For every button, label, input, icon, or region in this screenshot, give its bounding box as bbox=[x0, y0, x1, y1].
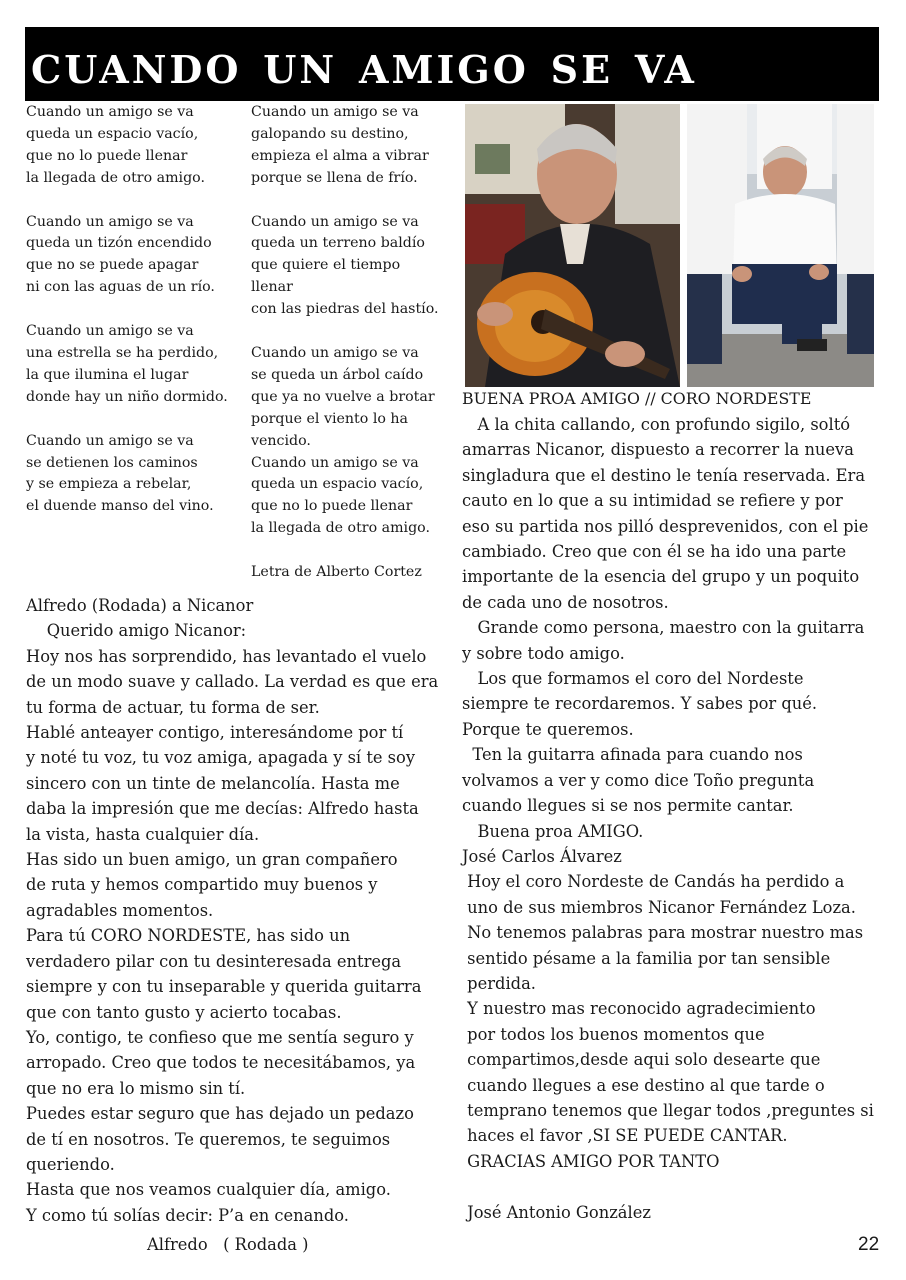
text-line: Grande como persona, maestro con la guitarra bbox=[462, 618, 865, 638]
text-line: eso su partida nos pilló desprevenidos, con el pie bbox=[462, 516, 869, 536]
text-line: agradables momentos. bbox=[26, 900, 214, 920]
text-line: daba la impresión que me decías: Alfredo hasta bbox=[26, 799, 419, 819]
text-line: Cuando un amigo se va bbox=[26, 104, 194, 120]
text-line: tu forma de actuar, tu forma de ser. bbox=[26, 697, 320, 717]
text-line: queda un tizón encendido bbox=[26, 235, 212, 252]
text-line: queda un espacio vacío, bbox=[26, 125, 199, 142]
text-line: arropado. Creo que todos te necesitábamos, ya bbox=[26, 1053, 416, 1073]
text-line: empieza el alma a vibrar bbox=[251, 147, 429, 164]
text-line: Alfredo (Rodada) a Nicanor bbox=[26, 596, 254, 615]
text-line: Cuando un amigo se va bbox=[26, 323, 194, 340]
text-line: llenar bbox=[251, 279, 293, 296]
text-line: perdida. bbox=[462, 973, 536, 993]
text-line: volvamos a ver y como dice Toño pregunta bbox=[462, 770, 815, 790]
text-line: temprano tenemos que llegar todos ,preguntes si bbox=[462, 1100, 874, 1120]
text-line: el duende manso del vino. bbox=[26, 498, 214, 515]
text-line bbox=[26, 299, 228, 321]
text-line: siempre te recordaremos. Y sabes por qué. bbox=[462, 694, 818, 714]
text-line bbox=[251, 190, 439, 212]
text-line: José Carlos Álvarez bbox=[462, 846, 622, 866]
text-line: queriendo. bbox=[26, 1154, 115, 1174]
poem-column-left bbox=[26, 102, 228, 518]
text-line: donde hay un niño dormido. bbox=[26, 388, 228, 405]
text-line: que no lo puede llenar bbox=[26, 147, 188, 164]
text-line bbox=[462, 1174, 874, 1199]
text-line: que no era lo mismo sin tí. bbox=[26, 1078, 246, 1098]
text-line: compartimos,desde aqui solo desearte que bbox=[462, 1050, 821, 1070]
text-line: Buena proa AMIGO. bbox=[462, 821, 644, 841]
text-line bbox=[26, 409, 228, 431]
text-line: GRACIAS AMIGO POR TANTO bbox=[462, 1151, 720, 1171]
text-line: Hoy nos has sorprendido, has levantado el vuelo bbox=[26, 646, 427, 666]
text-line bbox=[251, 321, 439, 343]
text-line: Cuando un amigo se va bbox=[26, 432, 194, 449]
text-line: sincero con un tinte de melancolía. Hasta me bbox=[26, 773, 400, 793]
text-line: una estrella se ha perdido, bbox=[26, 344, 219, 361]
text-line: la llegada de otro amigo. bbox=[26, 169, 205, 186]
photo-choir-group bbox=[687, 104, 874, 387]
text-line: por todos los buenos momentos que bbox=[462, 1024, 765, 1044]
text-line: de tí en nosotros. Te queremos, te seguimos bbox=[26, 1129, 391, 1149]
text-line: y noté tu voz, tu voz amiga, apagada y sí te soy bbox=[26, 748, 416, 768]
photo-guitarist bbox=[465, 104, 680, 387]
page-title: cuando un amigo se va bbox=[31, 32, 697, 96]
text-line: Has sido un buen amigo, un gran compañero bbox=[26, 850, 398, 870]
text-line: que quiere el tiempo bbox=[251, 257, 401, 274]
text-line: la llegada de otro amigo. bbox=[251, 520, 430, 537]
text-line: No tenemos palabras para mostrar nuestro mas bbox=[462, 923, 864, 943]
text-line: José Antonio González bbox=[462, 1202, 651, 1222]
choir-tribute-text bbox=[462, 412, 874, 1225]
text-line: Y como tú solías decir: P’a en cenando. bbox=[26, 1205, 349, 1225]
text-line: porque se llena de frío. bbox=[251, 169, 418, 186]
text-line: vencido. bbox=[251, 432, 311, 449]
text-line: queda un terreno baldío bbox=[251, 235, 425, 252]
text-line: y sobre todo amigo. bbox=[462, 643, 625, 663]
text-line: Cuando un amigo se va bbox=[251, 213, 419, 230]
text-line: sentido pésame a la familia por tan sensible bbox=[462, 948, 831, 968]
text-line: Y nuestro mas reconocido agradecimiento bbox=[462, 999, 816, 1019]
text-line: que no se puede apagar bbox=[26, 257, 199, 274]
text-line: que no lo puede llenar bbox=[251, 498, 413, 515]
text-line: que con tanto gusto y acierto tocabas. bbox=[26, 1002, 342, 1022]
text-line: Ten la guitarra afinada para cuando nos bbox=[462, 745, 803, 765]
text-line: Cuando un amigo se va bbox=[251, 344, 419, 361]
text-line: Los que formamos el coro del Nordeste bbox=[462, 669, 804, 689]
text-line: siempre y con tu inseparable y querida guitarra bbox=[26, 977, 422, 997]
text-line: la vista, hasta cualquier día. bbox=[26, 824, 260, 844]
text-line: se detienen los caminos bbox=[26, 454, 198, 471]
alfredo-signature: Alfredo ( Rodada ) bbox=[147, 1235, 309, 1254]
text-line: Letra de Alberto Cortez bbox=[251, 564, 422, 581]
text-line: cuando llegues si se nos permite cantar. bbox=[462, 796, 794, 816]
text-line: Hasta que nos veamos cualquier día, amigo. bbox=[26, 1180, 391, 1200]
text-line: Puedes estar seguro que has dejado un pedazo bbox=[26, 1104, 414, 1124]
text-line: Yo, contigo, te confieso que me sentía seguro y bbox=[26, 1027, 414, 1047]
text-line: amarras Nicanor, dispuesto a recorrer la nueva bbox=[462, 440, 854, 460]
text-line: Cuando un amigo se va bbox=[251, 454, 419, 471]
text-line: y se empieza a rebelar, bbox=[26, 476, 192, 493]
text-line: que ya no vuelve a brotar bbox=[251, 388, 435, 405]
text-line: de cada uno de nosotros. bbox=[462, 592, 669, 612]
text-line: Cuando un amigo se va bbox=[26, 213, 194, 230]
text-line: verdadero pilar con tu desinteresada entrega bbox=[26, 951, 402, 971]
text-line: la que ilumina el lugar bbox=[26, 366, 189, 383]
text-line: cambiado. Creo que con él se ha ido una parte bbox=[462, 542, 847, 562]
text-line: de ruta y hemos compartido muy buenos y bbox=[26, 875, 378, 895]
text-line: Cuando un amigo se va bbox=[251, 104, 419, 120]
text-line: de un modo suave y callado. La verdad es que era bbox=[26, 672, 439, 692]
text-line: con las piedras del hastío. bbox=[251, 301, 439, 318]
text-line: haces el favor ,SI SE PUEDE CANTAR. bbox=[462, 1126, 788, 1146]
text-line: singladura que el destino le tenía reservada. Era bbox=[462, 465, 866, 485]
text-line: A la chita callando, con profundo sigilo, soltó bbox=[462, 415, 851, 434]
text-line: importante de la esencia del grupo y un poquito bbox=[462, 567, 860, 587]
page-number: 22 bbox=[858, 1234, 880, 1255]
text-line: galopando su destino, bbox=[251, 125, 409, 142]
title-banner bbox=[25, 27, 879, 101]
text-line: Hoy el coro Nordeste de Candás ha perdido a bbox=[462, 872, 845, 892]
text-line: Querido amigo Nicanor: bbox=[26, 621, 247, 641]
poem-column-right bbox=[251, 102, 439, 584]
text-line: Para tú CORO NORDESTE, has sido un bbox=[26, 926, 351, 946]
text-line: ni con las aguas de un río. bbox=[26, 279, 215, 296]
text-line bbox=[26, 190, 228, 212]
photo-caption: BUENA PROA AMIGO // CORO NORDESTE bbox=[462, 389, 812, 408]
text-line: Porque te queremos. bbox=[462, 719, 634, 739]
text-line: queda un espacio vacío, bbox=[251, 476, 424, 493]
text-line: porque el viento lo ha bbox=[251, 410, 408, 427]
text-line: cauto en lo que a su intimidad se refiere y por bbox=[462, 491, 843, 511]
text-line: se queda un árbol caído bbox=[251, 366, 424, 383]
text-line bbox=[251, 540, 439, 562]
alfredo-letter bbox=[26, 593, 438, 1228]
text-line: Hablé anteayer contigo, interesándome por tí bbox=[26, 723, 404, 743]
text-line: uno de sus miembros Nicanor Fernández Loza. bbox=[462, 897, 856, 917]
text-line: cuando llegues a ese destino al que tarde o bbox=[462, 1075, 825, 1095]
